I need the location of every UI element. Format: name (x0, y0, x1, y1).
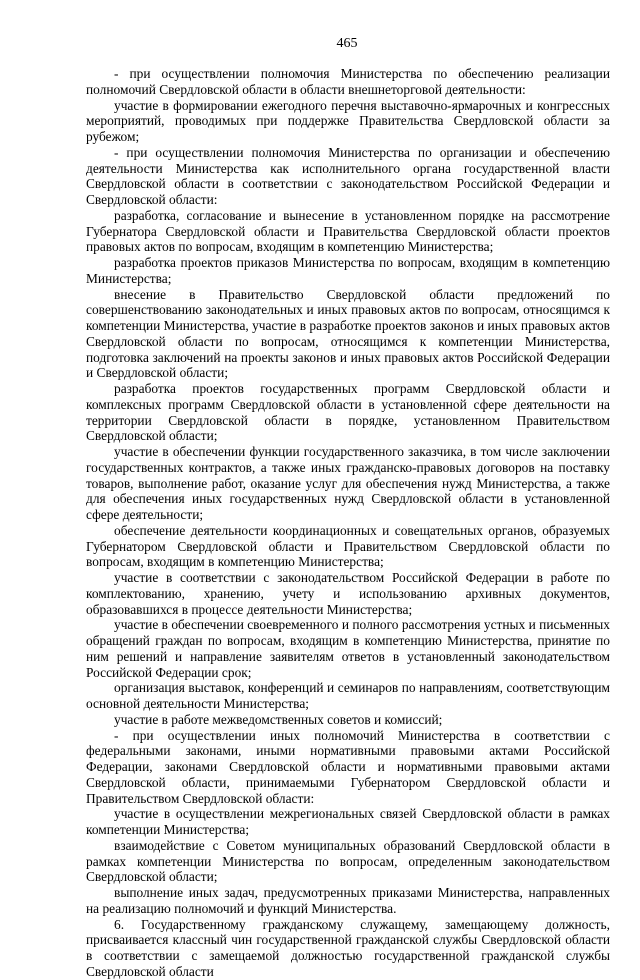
paragraph: 6. Государственному гражданскому служащему, замещающему должность, присваивается классный чин государственной гражданской службы Свердловской области в соответствии с замещаемой должностью государственной гражданской службы Свердловской области (86, 916, 610, 979)
paragraph: участие в осуществлении межрегиональных связей Свердловской области в рамках компетенции Министерства; (86, 806, 610, 837)
paragraph: - при осуществлении иных полномочий Министерства в соответствии с федеральными законами, иными нормативными правовыми актами Российской Федерации, законами Свердловской области и нормативными правовыми актами Свердловской области, принимаемыми Губернатором Свердловской области и Правительством Свердловской области: (86, 727, 610, 806)
paragraph: - при осуществлении полномочия Министерства по обеспечению реализации полномочий Свердловской области в области внешнеторговой деятельности: (86, 66, 610, 97)
paragraph: участие в соответствии с законодательством Российской Федерации в работе по комплектованию, хранению, учету и использованию архивных документов, образовавшихся в процессе деятельности Министерства; (86, 570, 610, 617)
paragraph: выполнение иных задач, предусмотренных приказами Министерства, направленных на реализацию полномочий и функций Министерства. (86, 885, 610, 916)
paragraph: разработка проектов государственных программ Свердловской области и комплексных программ Свердловской области в установленной сфере деятельности на территории Свердловской области в порядке, установленном Правительством Свердловской области; (86, 381, 610, 444)
paragraph: - при осуществлении полномочия Министерства по организации и обеспечению деятельности Министерства как исполнительного органа государственной власти Свердловской области в соответствии с законодательством Российской Федерации и Свердловской области: (86, 144, 610, 207)
page-number: 465 (336, 36, 358, 51)
paragraph: разработка, согласование и вынесение в установленном порядке на рассмотрение Губернатора Свердловской области и Правительства Свердловской области проектов правовых актов по вопросам, входящим в компетенцию Министерства; (86, 207, 610, 255)
paragraph: взаимодействие с Советом муниципальных образований Свердловской области в рамках компетенции Министерства по вопросам, определенным законодательством Свердловской области; (86, 837, 610, 885)
document-body (86, 66, 610, 980)
paragraph: участие в обеспечении своевременного и полного рассмотрения устных и письменных обращений граждан по вопросам, входящим в компетенцию Министерства, принятие по ним решений и направление заявителям ответов в установленный законодательством Российской Федерации срок; (86, 617, 610, 680)
paragraph: участие в обеспечении функции государственного заказчика, в том числе заключении государственных контрактов, а также иных гражданско-правовых договоров на поставку товаров, выполнение работ, оказание услуг для обеспечения нужд Министерства, а также для обеспечения иных государственных нужд Свердловской области в установленной сфере деятельности; (86, 444, 610, 522)
paragraph: внесение в Правительство Свердловской области предложений по совершенствованию законодательных и иных правовых актов по вопросам, относящимся к компетенции Министерства, участие в разработке проектов законов и иных правовых актов Свердловской области по вопросам, относящимся к компетенции Министерства, подготовка заключений на проекты законов и иных правовых актов Российской Федерации и Свердловской области; (86, 286, 610, 381)
paragraph: обеспечение деятельности координационных и совещательных органов, образуемых Губернатором Свердловской области и Правительством Свердловской области по вопросам, входящим в компетенцию Министерства; (86, 522, 610, 570)
paragraph: разработка проектов приказов Министерства по вопросам, входящим в компетенцию Министерства; (86, 255, 610, 286)
paragraph: организация выставок, конференций и семинаров по направлениям, соответствующим основной деятельности Министерства; (86, 680, 610, 711)
paragraph: участие в работе межведомственных советов и комиссий; (114, 711, 443, 727)
paragraph: участие в формировании ежегодного перечня выставочно-ярмарочных и конгрессных мероприятий, проводимых при поддержке Правительства Свердловской области за рубежом; (86, 97, 610, 144)
